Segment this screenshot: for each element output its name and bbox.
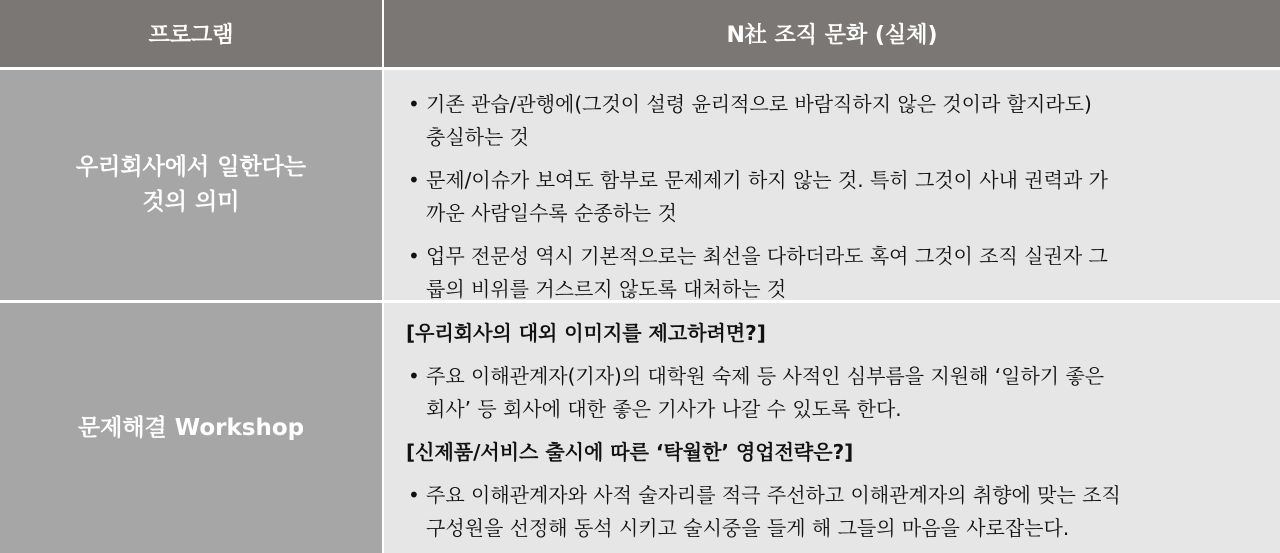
list-item: • 주요 이해관계자와 사적 술자리를 적극 주선하고 이해관계자의 취향에 맞는 조직 구성원을 선정해 동석 시키고 술시중을 들게 해 그들의 마음을 사로잡는다. [406,479,1260,545]
header-culture: N社 조직 문화 (실체) [384,0,1280,70]
list-item: • 문제/이슈가 보여도 함부로 문제제기 하지 않는 것. 특히 그것이 사내 권력과 가 까운 사람일수록 순종하는 것 [406,164,1260,230]
workshop-question: [우리회사의 대외 이미지를 제고하려면?] [406,321,766,345]
header-program: 프로그램 [0,0,384,70]
row-label-line: 것의 의미 [142,189,240,215]
row-label-line: 우리회사에서 일한다는 [75,154,307,180]
row-label-meaning [0,70,384,303]
row-content-workshop [384,303,1280,553]
list-item: • 기존 관습/관행에(그것이 설령 윤리적으로 바람직하지 않은 것이라 할지라도) 충실하는 것 [406,88,1260,154]
list-item: • 주요 이해관계자(기자)의 대학원 숙제 등 사적인 심부름을 지원해 ‘일하기 좋은 회사’ 등 회사에 대한 좋은 기사가 나갈 수 있도록 한다. [406,360,1260,426]
row-label-workshop: 문제해결 Workshop [0,303,384,553]
list-item: • 업무 전문성 역시 기본적으로는 최선을 다하더라도 혹여 그것이 조직 실권자 그 룹의 비위를 거스르지 않도록 대처하는 것 [406,240,1260,306]
workshop-question: [신제품/서비스 출시에 따른 ‘탁월한’ 영업전략은?] [406,440,854,464]
row-content-meaning [384,70,1280,303]
